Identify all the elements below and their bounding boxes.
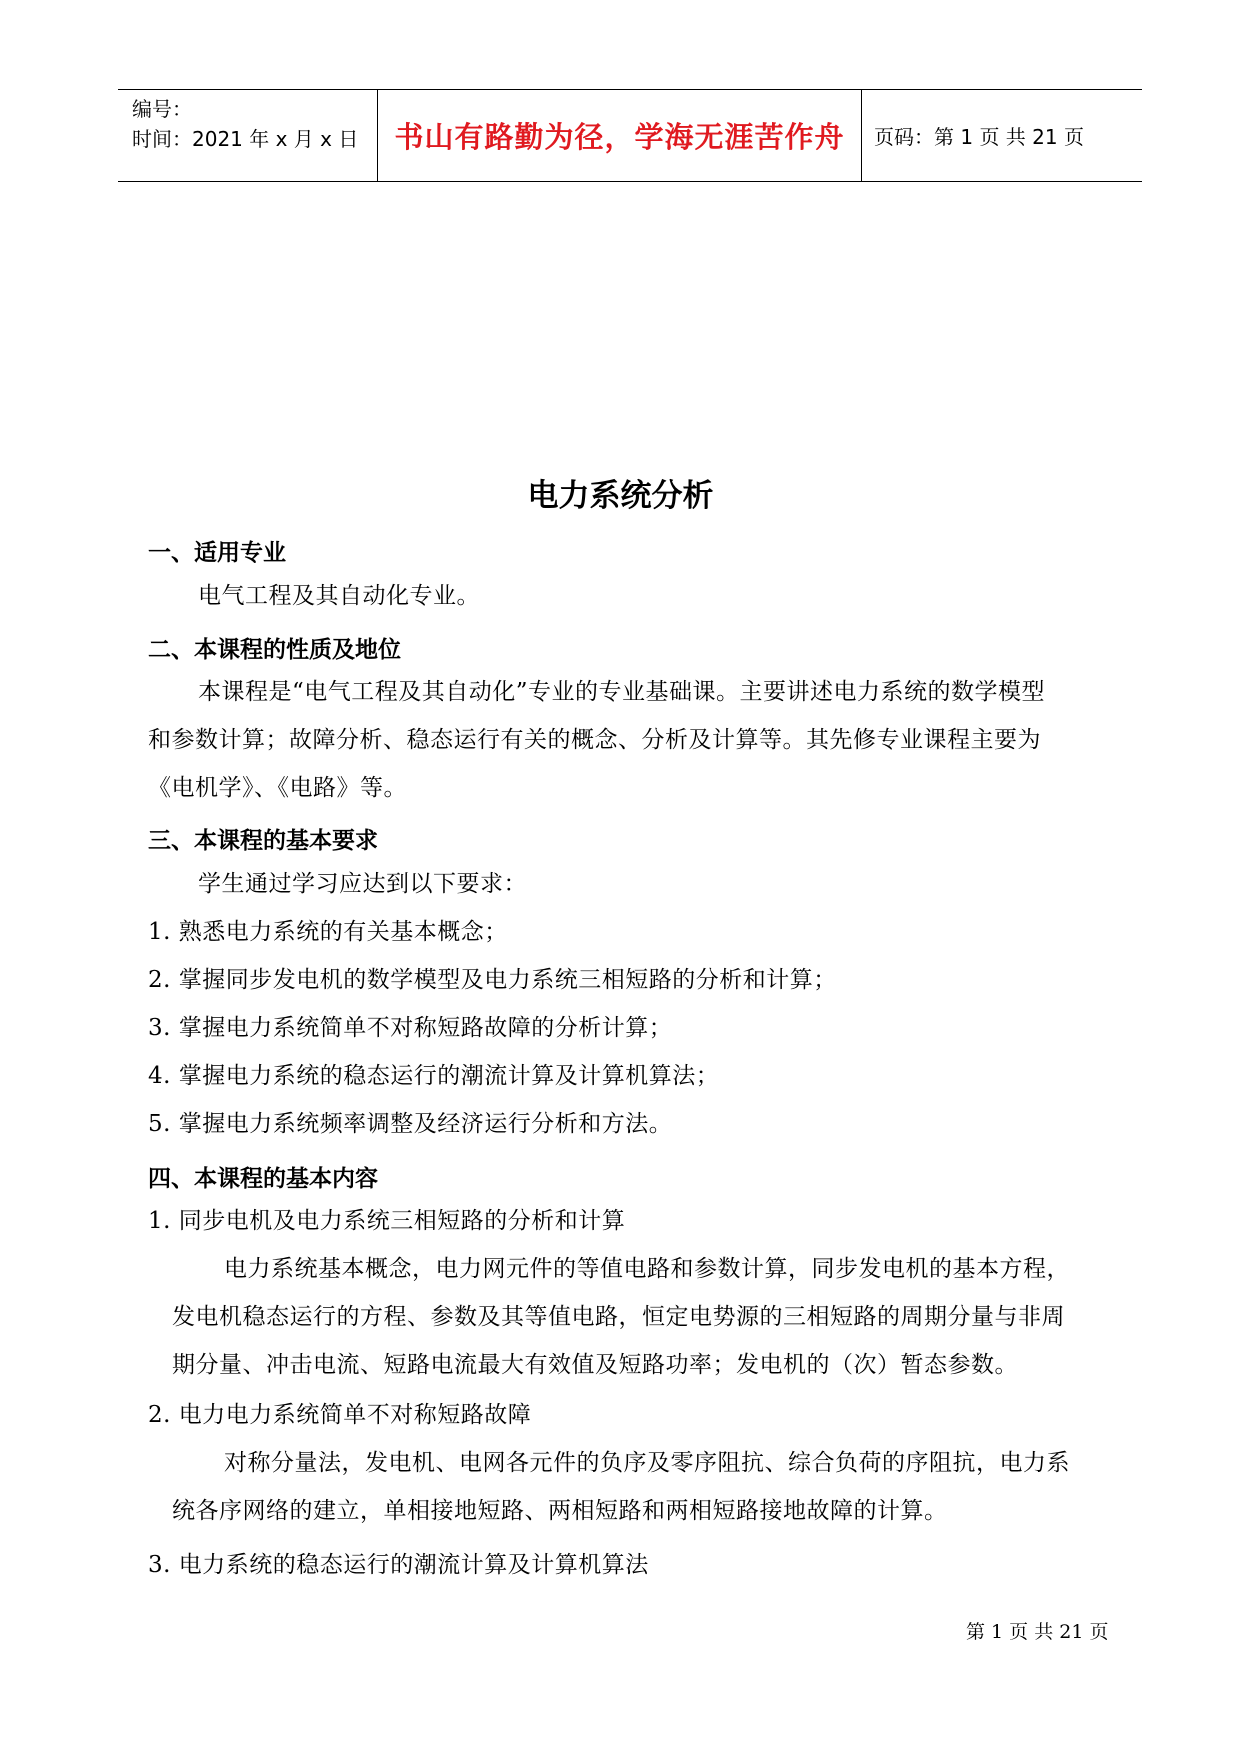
section-3-intro: 学生通过学习应达到以下要求：	[198, 871, 527, 897]
section-1-text: 电气工程及其自动化专业。	[198, 583, 480, 609]
section-heading-1: 一、适用专业	[148, 540, 286, 566]
section-2-line-1: 本课程是“电气工程及其自动化”专业的专业基础课。主要讲述电力系统的数学模型	[198, 679, 1046, 705]
header-page-cell	[862, 90, 1142, 181]
section-2-line-3: 《电机学》、《电路》等。	[148, 775, 407, 801]
content-sub-3-title: 3. 电力系统的稳态运行的潮流计算及计算机算法	[148, 1552, 649, 1578]
document-title: 电力系统分析	[527, 478, 714, 514]
content-sub-1-line-3: 期分量、冲击电流、短路电流最大有效值及短路功率；发电机的（次）暂态参数。	[172, 1352, 1018, 1378]
content-sub-1-line-1: 电力系统基本概念，电力网元件的等值电路和参数计算，同步发电机的基本方程，	[224, 1256, 1070, 1282]
page-header	[118, 89, 1142, 182]
requirement-item-3: 3. 掌握电力系统简单不对称短路故障的分析计算；	[148, 1015, 673, 1041]
section-2-line-2: 和参数计算；故障分析、稳态运行有关的概念、分析及计算等。其先修专业课程主要为	[148, 727, 1041, 753]
page-footer: 第 1 页 共 21 页	[966, 1621, 1109, 1643]
section-heading-3: 三、本课程的基本要求	[148, 828, 378, 854]
content-sub-1-title: 1. 同步电机及电力系统三相短路的分析和计算	[148, 1208, 626, 1234]
content-sub-2-title: 2. 电力电力系统简单不对称短路故障	[148, 1402, 532, 1428]
page-label: 页码：第 1 页 共 21 页	[874, 125, 1084, 149]
requirement-item-4: 4. 掌握电力系统的稳态运行的潮流计算及计算机算法；	[148, 1063, 720, 1089]
content-sub-2-line-2: 统各序网络的建立，单相接地短路、两相短路和两相短路接地故障的计算。	[172, 1498, 948, 1524]
section-heading-2: 二、本课程的性质及地位	[148, 637, 401, 663]
header-info-cell	[118, 90, 378, 181]
time-label: 时间：2021 年 x 月 x 日	[132, 127, 359, 151]
requirement-item-2: 2. 掌握同步发电机的数学模型及电力系统三相短路的分析和计算；	[148, 967, 837, 993]
section-heading-4: 四、本课程的基本内容	[148, 1166, 378, 1192]
serial-label: 编号：	[132, 97, 192, 121]
requirement-item-1: 1. 熟悉电力系统的有关基本概念；	[148, 919, 508, 945]
requirement-item-5: 5. 掌握电力系统频率调整及经济运行分析和方法。	[148, 1111, 673, 1137]
content-sub-2-line-1: 对称分量法，发电机、电网各元件的负序及零序阻抗、综合负荷的序阻抗，电力系	[224, 1450, 1070, 1476]
motto-text: 书山有路勤为径，学海无涯苦作舟	[394, 120, 845, 154]
header-motto-cell	[378, 90, 862, 181]
content-sub-1-line-2: 发电机稳态运行的方程、参数及其等值电路，恒定电势源的三相短路的周期分量与非周	[172, 1304, 1065, 1330]
